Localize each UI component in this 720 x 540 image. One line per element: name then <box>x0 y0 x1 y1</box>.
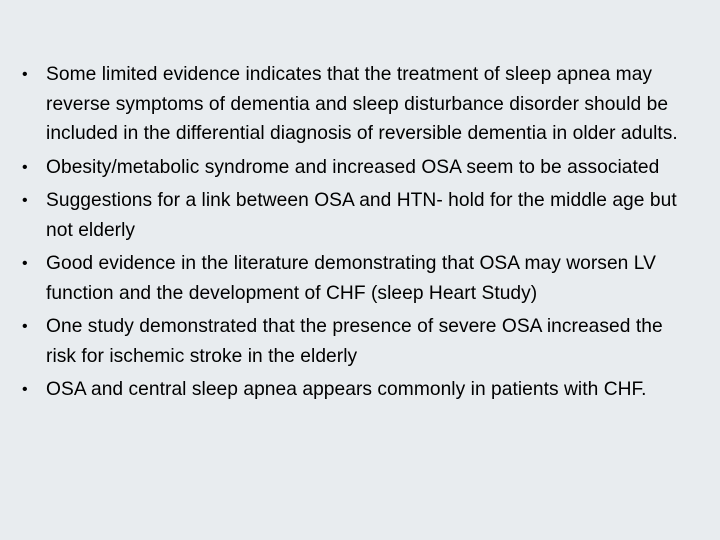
bullet-text: Some limited evidence indicates that the treatment of sleep apnea may reverse symptoms of dementia and sleep disturbance disorder should be included in the differential diagnosis of reversible dementia in older adults. <box>46 64 678 144</box>
bullet-dot-icon: • <box>22 255 28 272</box>
bullet-text: Good evidence in the literature demonstrating that OSA may worsen LV function and the development of CHF (sleep Heart Study) <box>46 253 656 304</box>
bullet-dot-icon: • <box>22 158 28 176</box>
bullet-text: OSA and central sleep apnea appears commonly in patients with CHF. <box>46 379 647 400</box>
bullet-item <box>22 153 682 183</box>
bullet-text: Suggestions for a link between OSA and HTN- hold for the middle age but not elderly <box>46 190 677 241</box>
bullet-item <box>22 312 682 371</box>
bullet-item <box>22 60 682 149</box>
bullet-dot-icon: • <box>22 381 28 398</box>
bullet-dot-icon: • <box>22 192 28 209</box>
bullet-list <box>22 60 682 409</box>
bullet-item <box>22 249 682 308</box>
bullet-text: One study demonstrated that the presence of severe OSA increased the risk for ischemic stroke in the elderly <box>46 316 663 367</box>
bullet-item <box>22 375 682 405</box>
bullet-text: Obesity/metabolic syndrome and increased OSA seem to be associated <box>46 156 660 178</box>
bullet-item <box>22 186 682 245</box>
bullet-dot-icon: • <box>22 66 28 83</box>
bullet-dot-icon: • <box>22 318 28 335</box>
